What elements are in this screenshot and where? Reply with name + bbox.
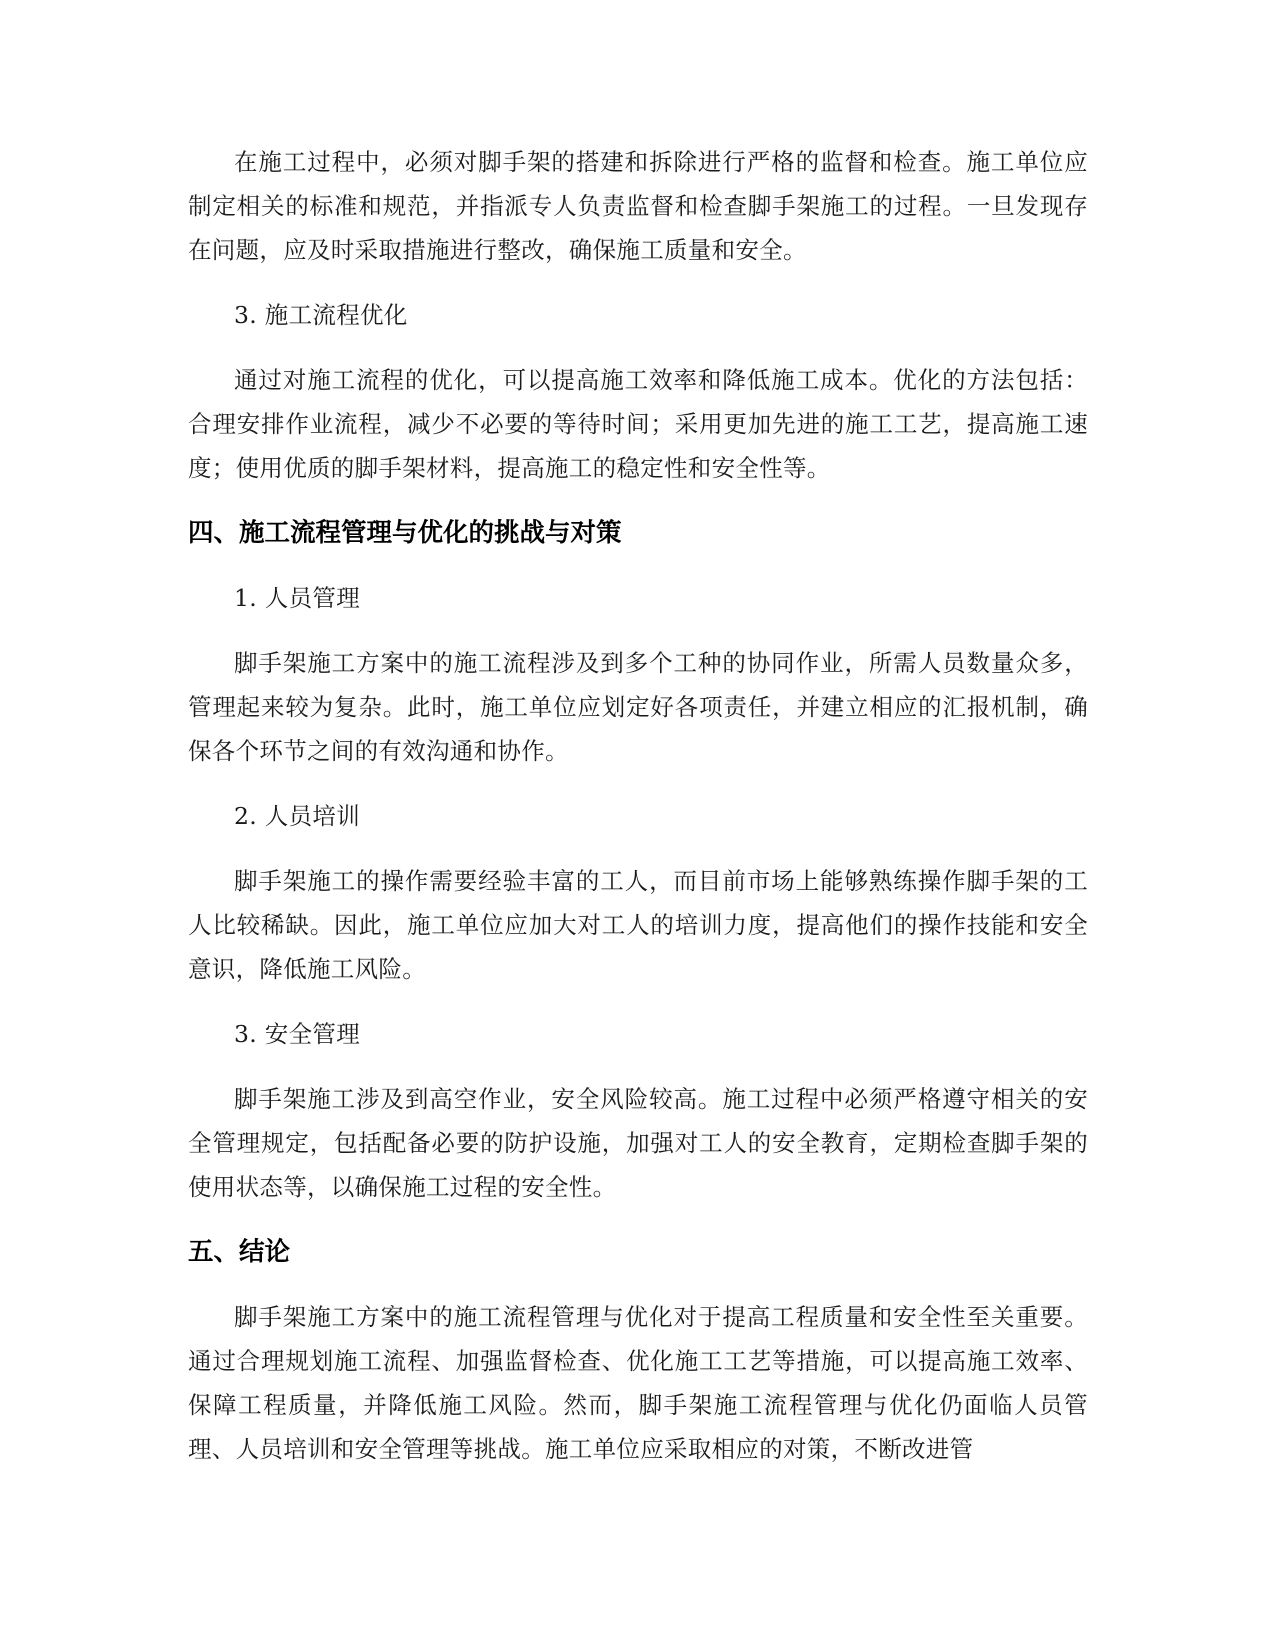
paragraph-optimization-methods: 通过对施工流程的优化，可以提高施工效率和降低施工成本。优化的方法包括：合理安排作业流程，减少不必要的等待时间；采用更加先进的施工工艺，提高施工速度；使用优质的脚手架材料，提高施工的稳定性和安全性等。	[188, 366, 1088, 482]
document-page	[188, 140, 1088, 1492]
paragraph-safety-management: 脚手架施工涉及到高空作业，安全风险较高。施工过程中必须严格遵守相关的安全管理规定，包括配备必要的防护设施，加强对工人的安全教育，定期检查脚手架的使用状态等，以确保施工过程的安全性。	[188, 1085, 1088, 1201]
paragraph-conclusion: 脚手架施工方案中的施工流程管理与优化对于提高工程质量和安全性至关重要。通过合理规划施工流程、加强监督检查、优化施工工艺等措施，可以提高施工效率、保障工程质量，并降低施工风险。然而，脚手架施工流程管理与优化仍面临人员管理、人员培训和安全管理等挑战。施工单位应采取相应的对策，不断改进管	[188, 1303, 1088, 1463]
subheading-personnel-management: 1. 人员管理	[234, 584, 360, 612]
paragraph-supervision: 在施工过程中，必须对脚手架的搭建和拆除进行严格的监督和检查。施工单位应制定相关的标准和规范，并指派专人负责监督和检查脚手架施工的过程。一旦发现存在问题，应及时采取措施进行整改，确保施工质量和安全。	[188, 148, 1088, 264]
section-heading-challenges: 四、施工流程管理与优化的挑战与对策	[188, 518, 622, 548]
section-heading-conclusion: 五、结论	[188, 1237, 291, 1267]
subheading-safety-management: 3. 安全管理	[234, 1020, 360, 1048]
paragraph-personnel-training: 脚手架施工的操作需要经验丰富的工人，而目前市场上能够熟练操作脚手架的工人比较稀缺。因此，施工单位应加大对工人的培训力度，提高他们的操作技能和安全意识，降低施工风险。	[188, 867, 1088, 983]
subheading-process-optimization: 3. 施工流程优化	[234, 301, 408, 329]
subheading-personnel-training: 2. 人员培训	[234, 802, 360, 830]
paragraph-personnel-management: 脚手架施工方案中的施工流程涉及到多个工种的协同作业，所需人员数量众多，管理起来较为复杂。此时，施工单位应划定好各项责任，并建立相应的汇报机制，确保各个环节之间的有效沟通和协作。	[188, 649, 1088, 765]
